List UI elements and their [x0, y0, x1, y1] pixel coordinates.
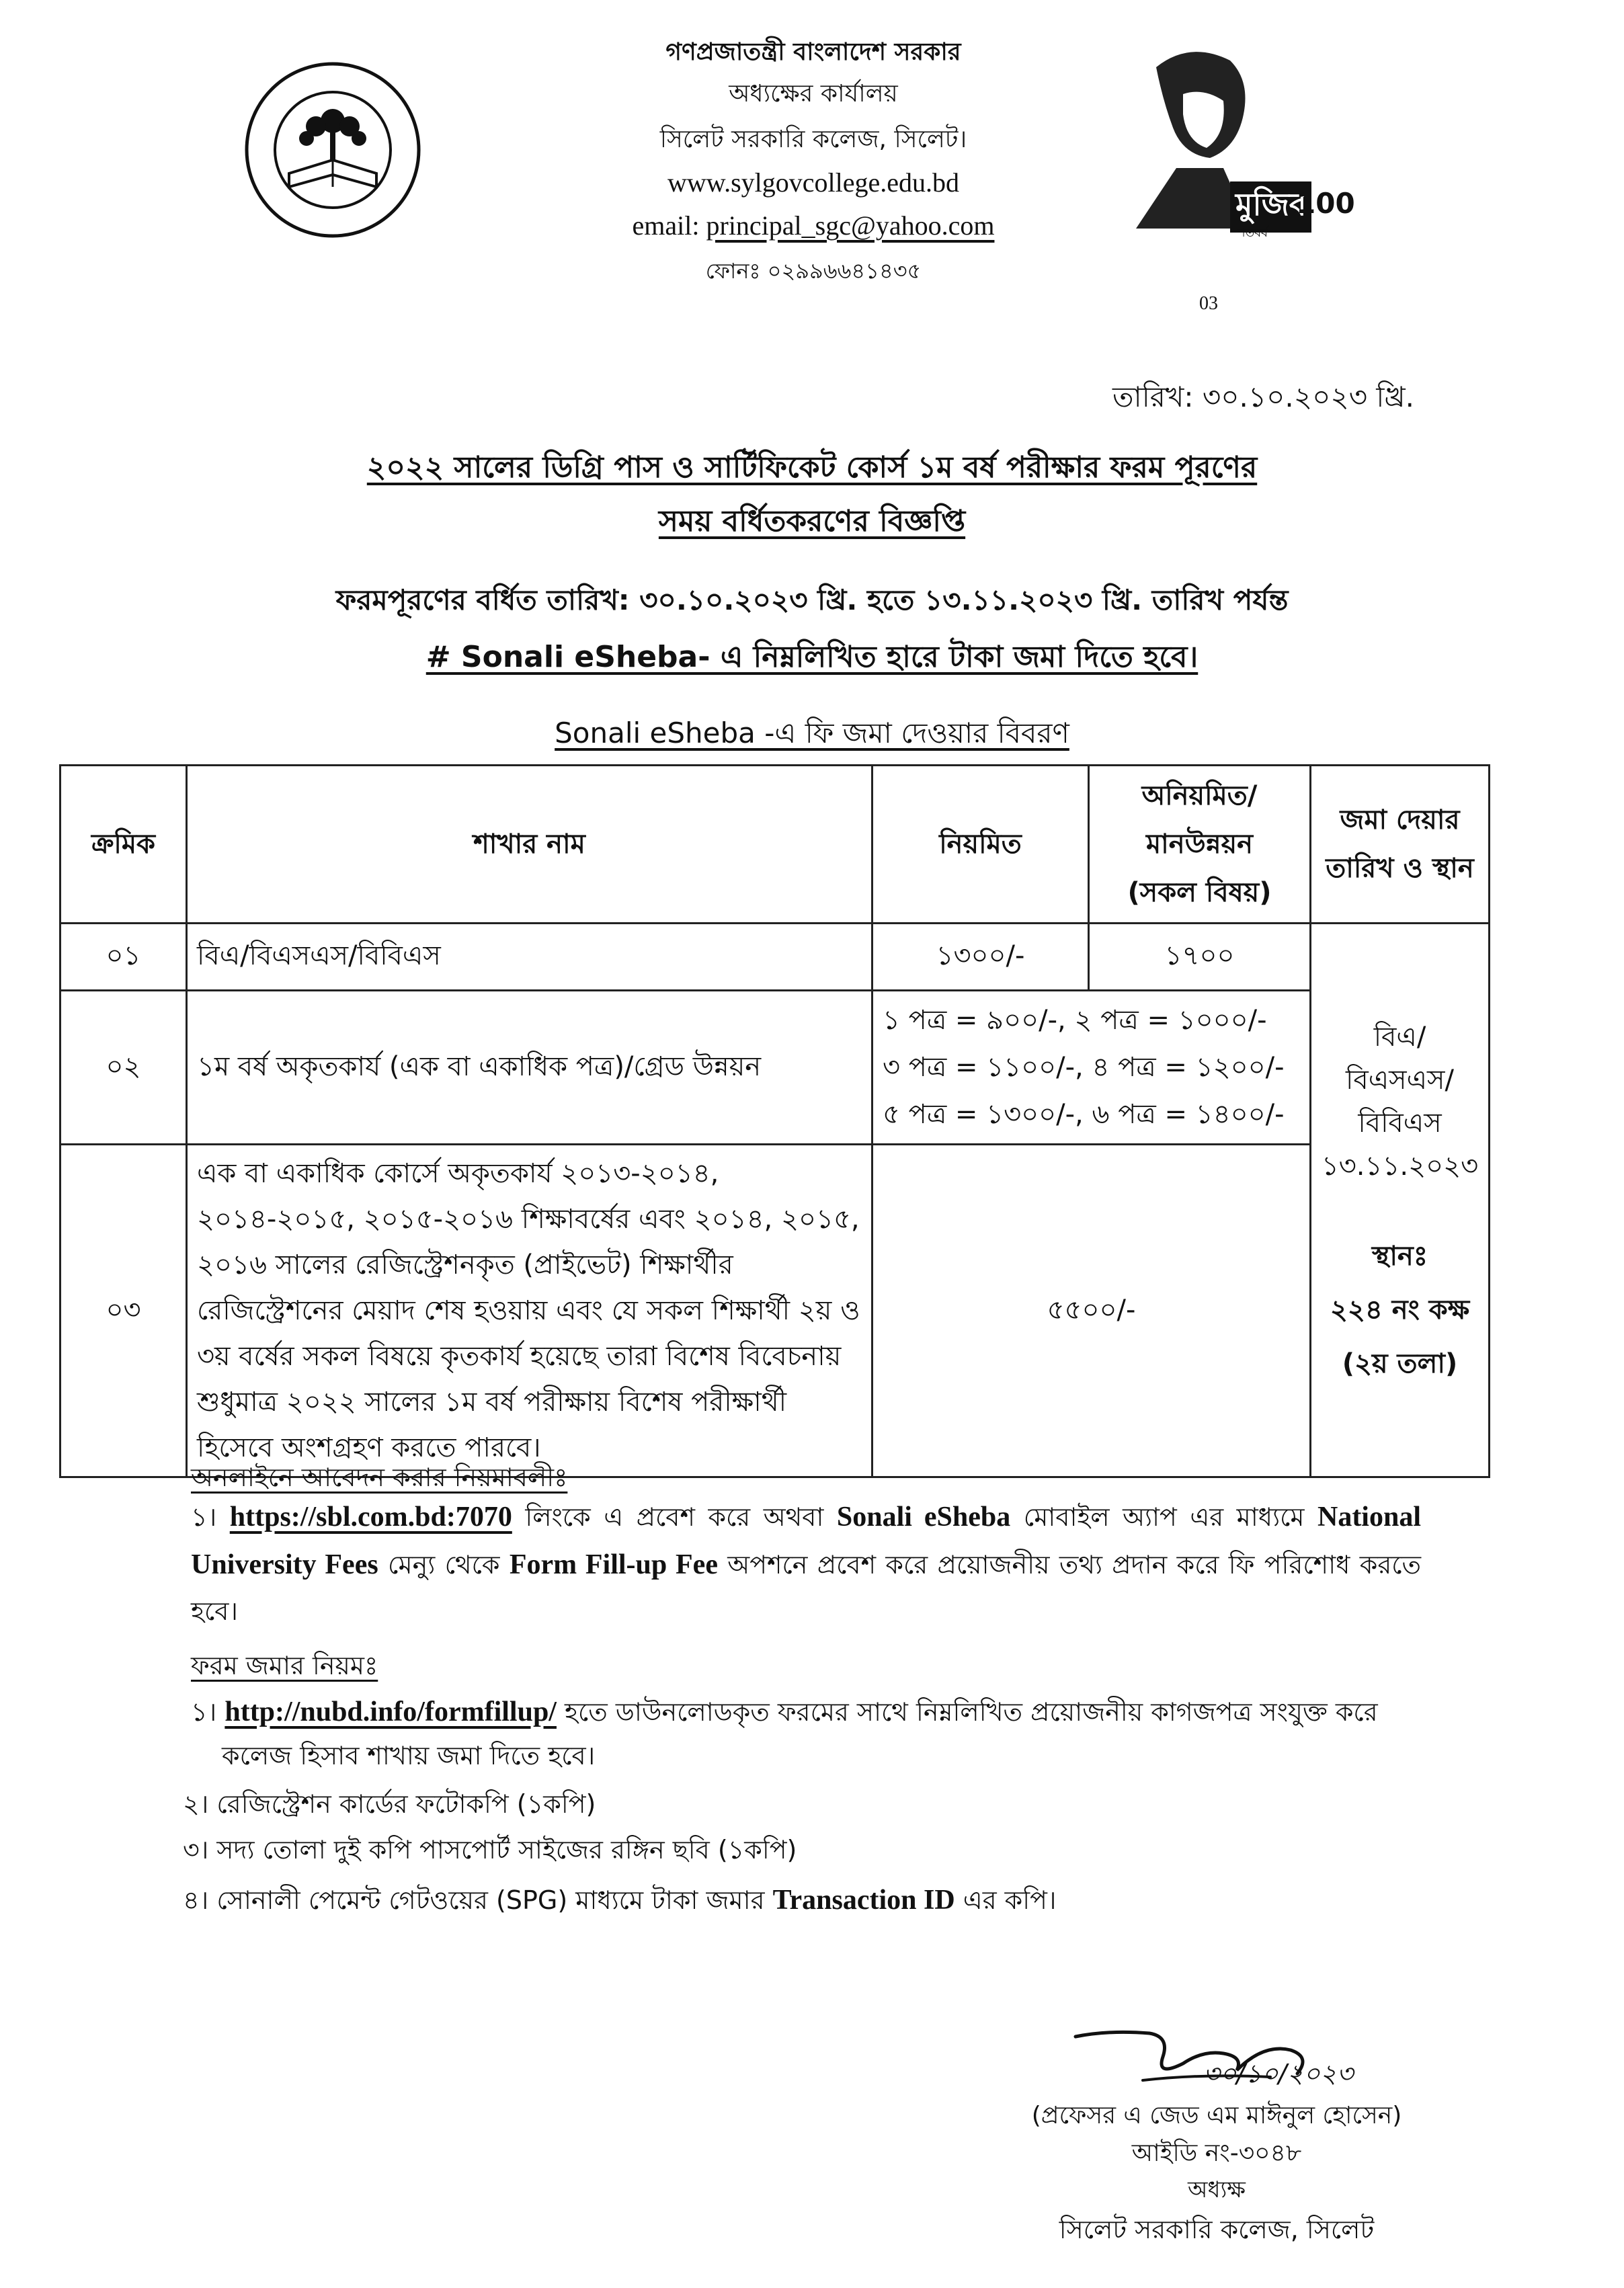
row1-irregular: ১৭০০: [1089, 924, 1311, 991]
notice-date: তারিখ: ৩০.১০.২০২৩ খ্রি.: [1112, 380, 1414, 413]
row2-branch: ১ম বর্ষ অকৃতকার্য (এক বা একাধিক পত্র)/গ্রেড উন্নয়ন: [187, 991, 872, 1145]
mujib-small: শতবর্ষ: [1238, 226, 1268, 240]
table-row: [60, 924, 1490, 991]
signatory-id: আইডি নং-৩০৪৮: [1131, 2139, 1302, 2167]
form-fillup-fee-option: Form Fill-up Fee: [509, 1549, 718, 1581]
notice-title-line1: ২০২২ সালের ডিগ্রি পাস ও সার্টিফিকেট কোর্স ১ম বর্ষ পরীক্ষার ফরম পূরণের: [366, 450, 1258, 485]
submit-item-2: ২। রেজিস্ট্রেশন কার্ডের ফটোকপি (১কপি): [183, 1789, 596, 1819]
page-code: 03: [1199, 293, 1218, 314]
header-irregular-line2: মানউন্নয়ন: [1145, 829, 1254, 860]
online-text-a: লিংকে এ প্রবেশ করে অথবা: [512, 1502, 837, 1532]
payment-notice: # Sonali eSheba- এ নিম্নলিখিত হারে টাকা জমা দিতে হবে।: [425, 640, 1199, 674]
deposit-date: ১৩.১১.২০২৩: [1321, 1150, 1479, 1182]
header-regular: নিয়মিত: [872, 766, 1089, 924]
deposit-branch: বিএ/বিএসএস/বিবিএস: [1346, 1021, 1454, 1139]
signatory-title: অধ্যক্ষ: [1188, 2176, 1246, 2203]
extended-date: ফরমপূরণের বর্ধিত তারিখ: ৩০.১০.২০২৩ খ্রি. হতে ১৩.১১.২০২৩ খ্রি. তারিখ পর্যন্ত: [335, 583, 1289, 616]
table-row: [60, 991, 1490, 1145]
nu-fees-menu: National University Fees: [191, 1502, 1421, 1581]
table-row: [60, 1145, 1490, 1477]
submit-item-4: [183, 1877, 1057, 1924]
online-item-number: ১।: [191, 1502, 217, 1532]
mujib-100-logo: [1116, 40, 1355, 240]
header-irregular: [1089, 766, 1311, 924]
signature-date: ৩০/১০/২০২৩: [1203, 2059, 1354, 2088]
notice-title-line2: সময় বর্ধিতকরণের বিজ্ঞপ্তি: [658, 504, 966, 538]
online-rules-item: [191, 1494, 1421, 1633]
row3-serial: ০৩: [60, 1145, 187, 1477]
header-irregular-line3: (সকল বিষয়): [1127, 877, 1272, 908]
mujib-text: মুজিব: [1230, 181, 1311, 233]
mujib-number: 100: [1296, 187, 1355, 220]
office-line: অধ্যক্ষের কার্যালয়: [729, 80, 898, 108]
row2-fees: [872, 991, 1311, 1145]
row3-branch: এক বা একাধিক কোর্সে অকৃতকার্য ২০১৩-২০১৪, ২০১৪-২০১৫, ২০১৫-২০১৬ শিক্ষাবর্ষের এবং ২০১৪, ২০১৫, ২০১৬ সালের রেজিস্ট্রেশনকৃত (প্রাইভেট) শিক্ষার্থীর রেজিস্ট্রেশনের মেয়াদ শেষ হওয়ায় এবং যে সকল শিক্ষার্থী ২য় ও ৩য় বর্ষের সকল বিষয়ে কৃতকার্য হয়েছে তারা বিশেষ বিবেচনায় শুধুমাত্র ২০২২ সালের ১ম বর্ষ পরীক্ষায় বিশেষ পরীক্ষার্থী হিসেবে অংশগ্রহণ করতে পারবে।: [187, 1145, 872, 1477]
submit-item1-number: ১।: [191, 1697, 217, 1727]
college-line: সিলেট সরকারি কলেজ, সিলেট।: [659, 126, 967, 153]
header-deposit: [1311, 766, 1490, 924]
submit-item1-text: হতে ডাউনলোডকৃত ফরমের সাথে নিম্নলিখিত প্রয়োজনীয় কাগজপত্র সংযুক্ত করে: [556, 1697, 1378, 1727]
header-deposit-line1: জমা দেয়ার: [1340, 805, 1460, 835]
header-deposit-line2: তারিখ ও স্থান: [1326, 853, 1474, 884]
website-line[interactable]: www.sylgovcollege.edu.bd: [667, 167, 959, 198]
phone-line: ফোনঃ ০২৯৯৬৬৪১৪৩৫: [705, 258, 922, 284]
row2-fee-line: ৫ পত্র = ১৩০০/-, ৬ পত্র = ১৪০০/-: [883, 1099, 1285, 1130]
online-text-b: মোবাইল অ্যাপ এর মাধ্যমে: [1010, 1502, 1317, 1532]
deposit-place-label: স্থানঃ: [1371, 1240, 1428, 1272]
email-label: email:: [632, 210, 700, 241]
online-rules-heading: অনলাইনে আবেদন করার নিয়মাবলীঃ: [191, 1463, 568, 1492]
row2-serial: ০২: [60, 991, 187, 1145]
row1-branch: বিএ/বিএসএস/বিবিএস: [187, 924, 872, 991]
transaction-id: Transaction ID: [772, 1885, 955, 1916]
header-branch: শাখার নাম: [187, 766, 872, 924]
fee-table: [59, 764, 1490, 1478]
deposit-cell: [1311, 924, 1490, 1477]
nubd-link[interactable]: http://nubd.info/formfillup/: [225, 1697, 557, 1727]
header-serial: ক্রমিক: [60, 766, 187, 924]
online-text-c: মেন্যু থেকে: [378, 1550, 510, 1580]
online-text-d: অপশনে প্রবেশ করে প্রয়োজনীয় তথ্য প্রদান করে ফি পরিশোধ করতে হবে।: [191, 1550, 1422, 1626]
deposit-floor: (২য় তলা): [1342, 1348, 1458, 1379]
row2-fee-line: ৩ পত্র = ১১০০/-, ৪ পত্র = ১২০০/-: [883, 1052, 1285, 1083]
table-header-row: [60, 766, 1490, 924]
sonali-esheba-brand: Sonali eSheba: [836, 1502, 1011, 1533]
table-caption: Sonali eSheba -এ ফি জমা দেওয়ার বিবরণ: [555, 717, 1069, 749]
govt-line: গণপ্রজাতন্ত্রী বাংলাদেশ সরকার: [665, 38, 961, 66]
college-logo: [242, 59, 423, 241]
submit-item4-c: এর কপি।: [955, 1885, 1057, 1915]
row2-fee-line: ১ পত্র = ৯০০/-, ২ পত্র = ১০০০/-: [883, 1005, 1267, 1036]
row1-serial: ০১: [60, 924, 187, 991]
header-irregular-line1: অনিয়মিত/: [1141, 780, 1258, 811]
sbl-link[interactable]: https://sbl.com.bd:7070: [229, 1502, 512, 1533]
email-line: [471, 210, 1156, 241]
signatory-name: (প্রফেসর এ জেড এম মাঈনুল হোসেন): [1031, 2102, 1402, 2129]
submit-item-3: ৩। সদ্য তোলা দুই কপি পাসপোর্ট সাইজের রঙ্গিন ছবি (১কপি): [183, 1835, 797, 1865]
submit-item-1: [191, 1688, 1378, 1736]
row3-fee: ৫৫০০/-: [872, 1145, 1311, 1477]
submit-item4-a: ৪। সোনালী পেমেন্ট গেটওয়ের (SPG) মাধ্যমে টাকা জমার: [183, 1885, 773, 1915]
signatory-org: সিলেট সরকারি কলেজ, সিলেট: [1059, 2215, 1375, 2244]
submit-item-1-cont: কলেজ হিসাব শাখায় জমা দিতে হবে।: [222, 1741, 596, 1770]
signature: [1069, 2016, 1405, 2097]
deposit-room: ২২৪ নং কক্ষ: [1330, 1294, 1470, 1325]
submit-rules-heading: ফরম জমার নিয়মঃ: [191, 1651, 378, 1680]
email-link[interactable]: principal_sgc@yahoo.com: [706, 210, 995, 241]
row1-regular: ১৩০০/-: [872, 924, 1089, 991]
